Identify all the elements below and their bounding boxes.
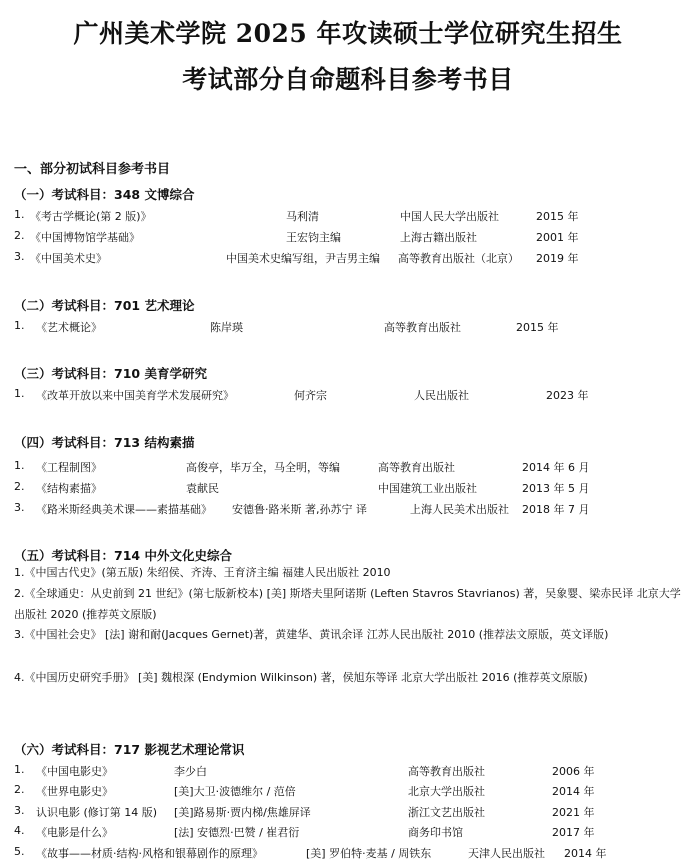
book-author: 安德鲁·路米斯 著,孙苏宁 译 xyxy=(232,503,367,516)
subject-heading-714: （五）考试科目：714 中外文化史综合 xyxy=(14,548,232,563)
book-title: 《考古学概论(第 2 版)》 xyxy=(30,210,152,223)
book-publisher: 中国建筑工业出版社 xyxy=(378,482,477,495)
subject-heading-713: （四）考试科目：713 结构素描 xyxy=(14,435,195,450)
book-number: 3. xyxy=(14,804,25,817)
book-title: 《电影是什么》 xyxy=(36,826,113,839)
book-number: 1. xyxy=(14,459,25,472)
book-publisher: 天津人民出版社 xyxy=(468,847,545,860)
book-number: 5. xyxy=(14,845,25,858)
book-author: 何齐宗 xyxy=(294,389,327,402)
book-publisher: 浙江文艺出版社 xyxy=(408,806,485,819)
book-author: 马利清 xyxy=(286,210,319,223)
book-publisher: 高等教育出版社 xyxy=(378,461,455,474)
book-publisher: 上海人民美术出版社 xyxy=(410,503,509,516)
book-author: 高俊亭，毕万全，马全明，等编 xyxy=(186,461,340,474)
book-author: [美]路易斯·贾内梯/焦雄屏译 xyxy=(174,806,311,819)
book-number: 4. xyxy=(14,824,25,837)
book-year: 2019 年 xyxy=(536,252,579,265)
reference-paragraph: 3.《中国社会史》 [法] 谢和耐(Jacques Gernet)著，黄建华、黄讯余译 江苏人民出版社 2010 (推荐法文原版，英文译版) xyxy=(14,628,609,641)
subject-heading-701: （二）考试科目：701 艺术理论 xyxy=(14,298,195,313)
book-year: 2001 年 xyxy=(536,231,579,244)
book-number: 1. xyxy=(14,763,25,776)
reference-paragraph: 2.《全球通史：从史前到 21 世纪》(第七版新校本) [美] 斯塔夫里阿诺斯 (Leften Stavros Stavrianos) 著，吴象婴、梁赤民译 北京大学出版社 2020 (推荐英文原版) xyxy=(14,587,681,621)
book-title: 《结构素描》 xyxy=(36,482,102,495)
book-author: 陈岸瑛 xyxy=(210,321,243,334)
book-author: 中国美术史编写组，尹吉男主编 xyxy=(226,252,380,265)
book-title: 《改革开放以来中国美育学术发展研究》 xyxy=(36,389,234,402)
book-year: 2006 年 xyxy=(552,765,595,778)
book-number: 2. xyxy=(14,480,25,493)
book-number: 1. xyxy=(14,387,25,400)
section-heading: 一、部分初试科目参考书目 xyxy=(14,162,171,177)
book-publisher: 人民出版社 xyxy=(414,389,469,402)
book-year: 2014 年 xyxy=(552,785,595,798)
book-year: 2018 年 7 月 xyxy=(522,503,590,516)
book-publisher: 商务印书馆 xyxy=(408,826,463,839)
book-year: 2015 年 xyxy=(536,210,579,223)
book-title: 认识电影 (修订第 14 版) xyxy=(36,806,158,819)
book-publisher: 北京大学出版社 xyxy=(408,785,485,798)
subject-heading-717: （六）考试科目：717 影视艺术理论常识 xyxy=(14,742,245,757)
reference-paragraph: 1.《中国古代史》(第五版) 朱绍侯、齐涛、王育济主编 福建人民出版社 2010 xyxy=(14,566,391,579)
subject-heading-348: （一）考试科目：348 文博综合 xyxy=(14,187,195,202)
book-publisher: 中国人民大学出版社 xyxy=(400,210,499,223)
book-title: 《中国博物馆学基础》 xyxy=(30,231,140,244)
book-year: 2015 年 xyxy=(516,321,559,334)
book-title: 《路米斯经典美术课——素描基础》 xyxy=(36,503,212,516)
document-title-line-1: 广州美术学院 2025 年攻读硕士学位研究生招生 xyxy=(73,19,623,48)
book-number: 3. xyxy=(14,501,25,514)
book-year: 2023 年 xyxy=(546,389,589,402)
book-number: 2. xyxy=(14,229,25,242)
book-year: 2013 年 5 月 xyxy=(522,482,590,495)
book-author: [法] 安德烈·巴赞 / 崔君衍 xyxy=(174,826,300,839)
book-publisher: 高等教育出版社（北京） xyxy=(398,252,519,265)
book-number: 2. xyxy=(14,783,25,796)
document-title-line-2: 考试部分自命题科目参考书目 xyxy=(182,65,514,94)
book-number: 3. xyxy=(14,250,25,263)
book-author: 袁献民 xyxy=(186,482,219,495)
book-title: 《艺术概论》 xyxy=(36,321,102,334)
book-year: 2017 年 xyxy=(552,826,595,839)
book-title: 《故事——材质·结构·风格和银幕剧作的原理》 xyxy=(36,847,263,860)
reference-paragraph: 4.《中国历史研究手册》 [美] 魏根深 (Endymion Wilkinson) 著，侯旭东等译 北京大学出版社 2016 (推荐英文原版) xyxy=(14,671,588,684)
book-title: 《中国电影史》 xyxy=(36,765,113,778)
book-year: 2014 年 xyxy=(564,847,607,860)
book-number: 1. xyxy=(14,319,25,332)
book-author: [美] 罗伯特·麦基 / 周铁东 xyxy=(306,847,432,860)
book-author: 李少白 xyxy=(174,765,207,778)
book-title: 《世界电影史》 xyxy=(36,785,113,798)
book-title: 《工程制图》 xyxy=(36,461,102,474)
book-publisher: 高等教育出版社 xyxy=(408,765,485,778)
book-year: 2021 年 xyxy=(552,806,595,819)
book-author: 王宏钧主编 xyxy=(286,231,341,244)
book-publisher: 高等教育出版社 xyxy=(384,321,461,334)
book-year: 2014 年 6 月 xyxy=(522,461,590,474)
book-number: 1. xyxy=(14,208,25,221)
book-title: 《中国美术史》 xyxy=(30,252,107,265)
subject-heading-710: （三）考试科目：710 美育学研究 xyxy=(14,366,207,381)
book-publisher: 上海古籍出版社 xyxy=(400,231,477,244)
book-author: [美]大卫·波德维尔 / 范倍 xyxy=(174,785,296,798)
